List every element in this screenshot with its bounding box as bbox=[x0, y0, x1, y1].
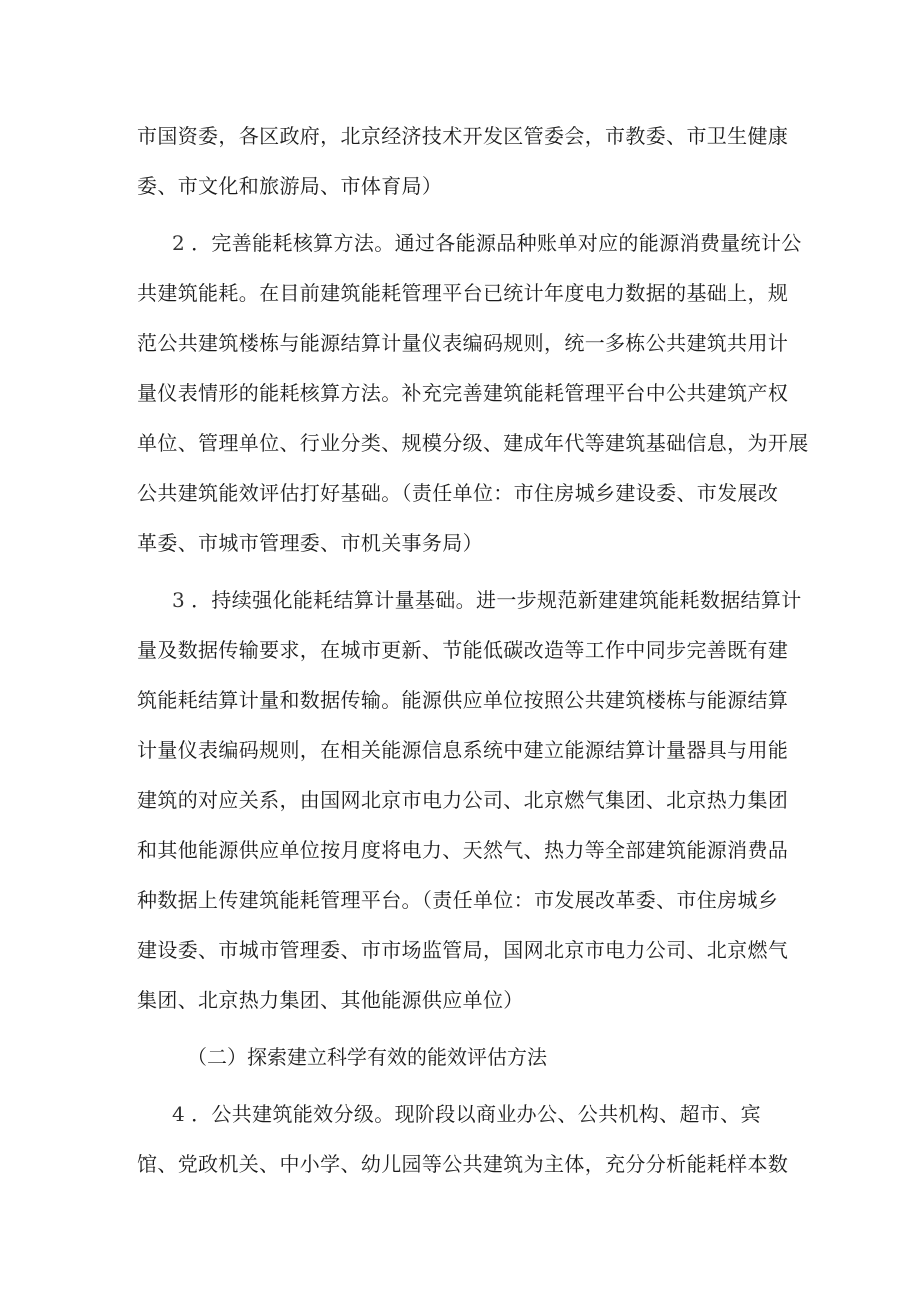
item-number: 4 bbox=[172, 1102, 186, 1126]
paragraph-line: 和其他能源供应单位按月度将电力、天然气、热力等全部建筑能源消费品 bbox=[137, 838, 789, 862]
item-3-line bbox=[172, 586, 802, 614]
paragraph-line: 量及数据传输要求，在城市更新、节能低碳改造等工作中同步完善既有建 bbox=[137, 638, 789, 662]
paragraph-line: 共建筑能耗。在目前建筑能耗管理平台已统计年度电力数据的基础上，规 bbox=[137, 281, 789, 305]
item-4-text: ．公共建筑能效分级。现阶段以商业办公、公共机构、超市、宾 bbox=[191, 1102, 761, 1126]
paragraph-line: 委、市文化和旅游局、市体育局） bbox=[137, 174, 443, 198]
item-3-text: ．持续强化能耗结算计量基础。进一步规范新建建筑能耗数据结算计 bbox=[191, 588, 802, 612]
paragraph-line: 筑能耗结算计量和数据传输。能源供应单位按照公共建筑楼栋与能源结算 bbox=[137, 688, 789, 712]
paragraph-line: 量仪表情形的能耗核算方法。补充完善建筑能耗管理平台中公共建筑产权 bbox=[137, 381, 789, 405]
paragraph-line: 公共建筑能效评估打好基础。（责任单位：市住房城乡建设委、市发展改 bbox=[137, 481, 779, 505]
paragraph-line: 计量仪表编码规则，在相关能源信息系统中建立能源结算计量器具与用能 bbox=[137, 738, 789, 762]
paragraph-line: 单位、管理单位、行业分类、规模分级、建成年代等建筑基础信息，为开展 bbox=[137, 431, 809, 455]
paragraph-line: 市国资委，各区政府，北京经济技术开发区管委会，市教委、市卫生健康 bbox=[137, 124, 789, 148]
paragraph-line: 建设委、市城市管理委、市市场监管局，国网北京市电力公司、北京燃气 bbox=[137, 938, 789, 962]
paragraph-line: 种数据上传建筑能耗管理平台。（责任单位：市发展改革委、市住房城乡 bbox=[137, 888, 779, 912]
paragraph-line: 革委、市城市管理委、市机关事务局） bbox=[137, 531, 483, 555]
item-number: 2 bbox=[172, 231, 186, 255]
item-2-text: ．完善能耗核算方法。通过各能源品种账单对应的能源消费量统计公 bbox=[191, 231, 802, 255]
paragraph-line: 建筑的对应关系，由国网北京市电力公司、北京燃气集团、北京热力集团 bbox=[137, 788, 789, 812]
paragraph-line: 馆、党政机关、中小学、幼儿园等公共建筑为主体，充分分析能耗样本数 bbox=[137, 1152, 789, 1176]
section-heading: （二）探索建立科学有效的能效评估方法 bbox=[187, 1045, 547, 1069]
item-number: 3 bbox=[172, 588, 186, 612]
item-2-line bbox=[172, 229, 802, 257]
paragraph-line: 集团、北京热力集团、其他能源供应单位） bbox=[137, 988, 524, 1012]
item-4-line bbox=[172, 1100, 787, 1128]
paragraph-line: 范公共建筑楼栋与能源结算计量仪表编码规则，统一多栋公共建筑共用计 bbox=[137, 331, 789, 355]
